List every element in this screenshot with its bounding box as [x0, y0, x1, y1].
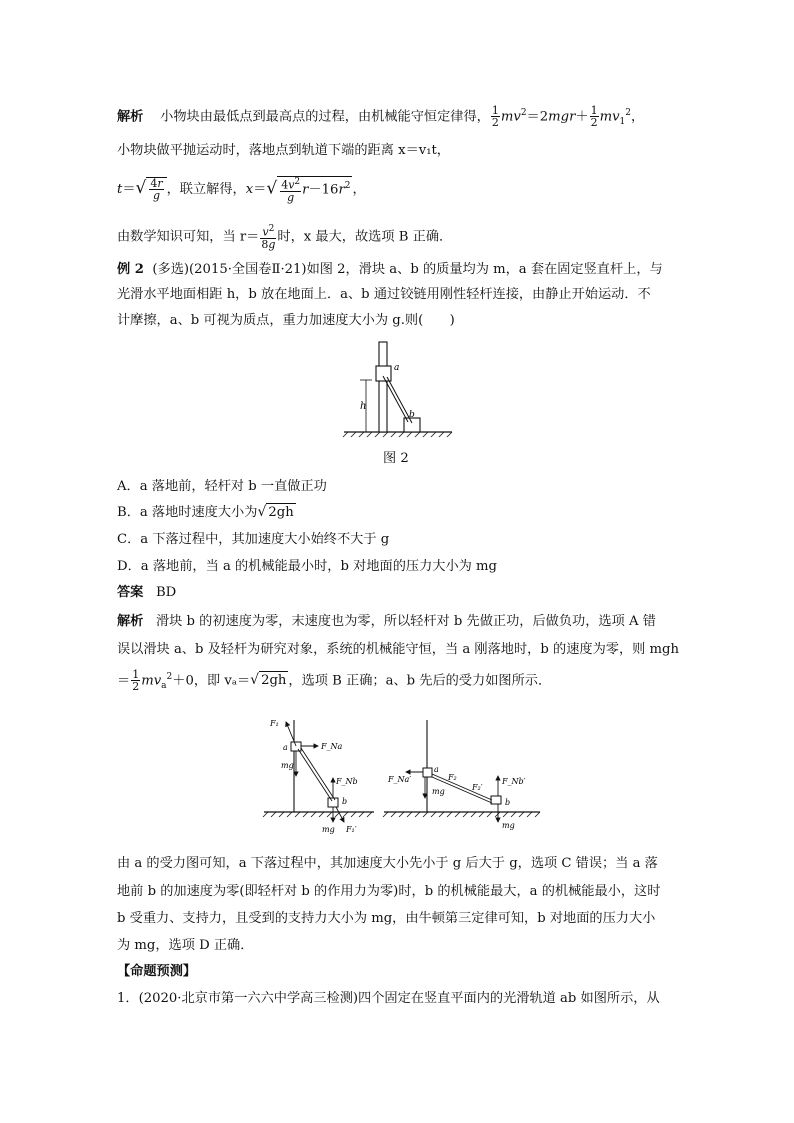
block-a-right — [423, 768, 432, 777]
example-label: 例 2 — [117, 262, 144, 277]
option-d: D．a 落地前，当 a 的机械能最小时，b 对地面的压力大小为 mg — [117, 559, 497, 574]
svg-text:b: b — [505, 798, 511, 807]
option-b: B．a 落地时速度大小为√ 2gh — [117, 504, 294, 520]
svg-text:F_Nb: F_Nb — [336, 777, 358, 786]
svg-text:mg: mg — [322, 825, 335, 834]
svg-text:mg: mg — [502, 821, 515, 830]
figure-2-caption: 图 2 — [383, 451, 409, 466]
vertical-rod — [379, 342, 387, 432]
solution-line-1: 解析 小物块由最低点到最高点的过程，由机械能守恒定律得， $\frac{1}{2}$ $mv^2=2mgr+$ $\frac{1}{2}$ $mv_1^2$， — [117, 104, 645, 130]
svg-text:mg: mg — [432, 787, 445, 796]
formula-sqrt-x: √ $\frac{4v^2}{g}$ $r-16r^2$ — [266, 177, 351, 204]
solution-3-line-4: 为 mg，选项 D 正确． — [117, 938, 254, 953]
solution-line-2: 小物块做平抛运动时，落地点到轨道下端的距离 x＝v₁t， — [117, 143, 450, 158]
solution-2-line-2: 误以滑块 a、b 及轻杆为研究对象，系统的机械能守恒，当 a 刚落地时，b 的速度为零，则 mgh — [117, 642, 679, 657]
solution-label: 解析 — [117, 109, 144, 125]
example-2-line-2: 光滑水平地面相距 h，b 放在地面上．a、b 通过铰链用刚性轻杆连接，由静止开始运动．不 — [117, 287, 651, 302]
solution-text: 小物块由最低点到最高点的过程，由机械能守恒定律得， — [160, 109, 490, 125]
svg-text:mg: mg — [281, 761, 294, 770]
svg-text:F_Nb′: F_Nb′ — [502, 777, 526, 786]
formula-sqrt-t: √ $\frac{4r}{g}$ — [136, 177, 167, 201]
block-a-left — [291, 742, 301, 751]
svg-text:F_Na: F_Na — [321, 742, 343, 751]
question-1: 1．(2020·北京市第一六六中学高三检测)四个固定在竖直平面内的光滑轨道 ab 如图所示，从 — [117, 991, 660, 1006]
formula-r: $\frac{v^2}{8g}$ — [261, 224, 276, 251]
force-diagram-right — [383, 720, 540, 830]
forecast-title: 【命题预测】 — [117, 964, 197, 979]
block-b-right — [491, 796, 501, 804]
solution-line-3: t＝√ $\frac{4r}{g}$ ，联立解得，x＝√ $\frac{4v^2}{g}$ $r-16r^2$ ， — [117, 177, 366, 204]
ground-hatch — [343, 432, 452, 437]
formula-half: $\frac{1}{2}$ — [491, 104, 499, 130]
solution-3-line-3: b 受重力、支持力，且受到的支持力大小为 mg，由牛顿第三定律可知，b 对地面的压力大小 — [117, 911, 656, 926]
solution-2-line-3: ＝ $\frac{1}{2}$ $mv_a^2+0$，即 vₐ＝√ 2gh ，选项 B 正确；a、b 先后的受力如图所示． — [117, 668, 552, 694]
solution-2-line-1: 解析 滑块 b 的初速度为零，末速度也为零，所以轻杆对 b 先做正功，后做负功，选项 A 错 — [117, 614, 656, 629]
svg-text:a: a — [283, 743, 288, 752]
solution-3-line-2: 地前 b 的加速度为零(即轻杆对 b 的作用力为零)时，b 的机械能最大，a 的机械能最小，这时 — [117, 884, 661, 899]
svg-text:F₂: F₂ — [448, 773, 457, 782]
force-diagram-left — [263, 719, 374, 834]
force-diagrams — [262, 712, 542, 837]
option-c: C．a 下落过程中，其加速度大小始终不大于 g — [117, 532, 390, 547]
svg-text:F_Na′: F_Na′ — [388, 775, 412, 784]
svg-text:F₁′: F₁′ — [346, 825, 357, 834]
block-b-left — [328, 798, 338, 807]
answer-value: BD — [155, 585, 177, 600]
svg-text:F₁: F₁ — [270, 719, 279, 728]
solution-line-4: 由数学知识可知，当 r＝ $\frac{v^2}{8g}$ 时，x 最大，故选项 B 正确． — [117, 224, 453, 251]
example-2-line-1: 例 2 (多选)(2015·全国卷Ⅱ·21)如图 2，滑块 a、b 的质量均为 m，a 套在固定竖直杆上，与 — [117, 262, 663, 277]
svg-text:F₂′: F₂′ — [472, 783, 483, 792]
slider-a — [376, 366, 391, 381]
solution-3-line-1: 由 a 的受力图可知，a 下落过程中，其加速度大小先小于 g 后大于 g，选项 C 错误；当 a 落 — [117, 856, 658, 871]
figure-2-diagram — [338, 338, 458, 438]
svg-text:b: b — [342, 797, 348, 806]
option-a: A．a 落地前，轻杆对 b 一直做正功 — [117, 479, 327, 494]
answer-line — [117, 584, 176, 602]
answer-label: 答案 — [117, 585, 144, 600]
label-b: b — [409, 410, 415, 420]
label-a: a — [394, 363, 400, 373]
example-2-line-3: 计摩擦，a、b 可视为质点，重力加速度大小为 g.则( ) — [117, 313, 455, 328]
label-h: h — [360, 401, 367, 412]
svg-text:a: a — [434, 765, 439, 774]
